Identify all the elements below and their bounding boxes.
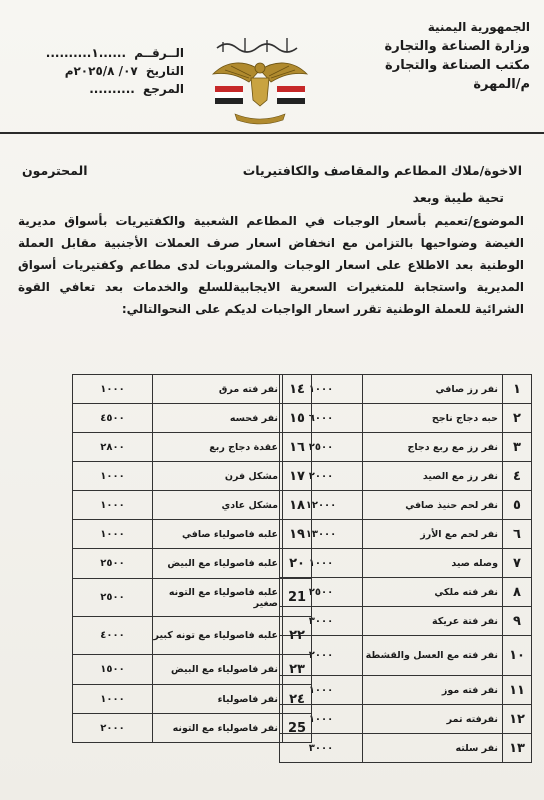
yemen-emblem-logo (205, 30, 315, 130)
item-name: عقدة دجاج ربع (153, 433, 283, 462)
item-number: ٦ (503, 520, 532, 549)
table-row (280, 578, 532, 607)
date-label: التاريخ (145, 64, 184, 78)
table-row (280, 404, 532, 433)
table-row (73, 404, 312, 433)
reference-number-row (18, 44, 188, 62)
reference-number-label: الــرقــم (134, 46, 184, 60)
table-row (280, 491, 532, 520)
item-name: علبه فاصولياء صافي (153, 520, 283, 549)
item-number: ٢٣ (283, 655, 312, 685)
item-number: 21 (283, 579, 312, 617)
item-price: ٣٠٠٠ (280, 734, 363, 763)
reference-row (18, 80, 188, 98)
item-number: ٢٢ (283, 617, 312, 655)
reference-label: المرجع (143, 82, 184, 96)
item-name: نفر لحم حنيذ صافي (363, 491, 503, 520)
item-number: ١٥ (283, 404, 312, 433)
table-row (280, 705, 532, 734)
greeting: تحية طيبة وبعد (412, 190, 504, 205)
price-table-left (72, 374, 312, 743)
item-number: ١٦ (283, 433, 312, 462)
item-price: ٢٥٠٠ (280, 578, 363, 607)
item-price: ٢٠٠٠ (280, 636, 363, 676)
table-row (73, 462, 312, 491)
table-row (73, 375, 312, 404)
table-row (280, 636, 532, 676)
item-price: ١٠٠٠ (280, 676, 363, 705)
table-row (280, 520, 532, 549)
reference-value: .......... (89, 82, 135, 96)
item-name: نفر فته ملكي (363, 578, 503, 607)
item-price: ١٠٠٠ (73, 520, 153, 549)
item-price: ٢٠٠٠ (280, 462, 363, 491)
table-row (280, 607, 532, 636)
item-number: ١٤ (283, 375, 312, 404)
item-name: نفر رز مع ربع دجاج (363, 433, 503, 462)
table-row (280, 375, 532, 404)
table-row (73, 617, 312, 655)
item-name: علبه فاصولياء مع تونه كبير (153, 617, 283, 655)
item-number: ٢٠ (283, 549, 312, 579)
item-name: نفر فحسه (153, 404, 283, 433)
item-name: وصله صيد (363, 549, 503, 578)
item-price: ١٠٠٠ (73, 491, 153, 520)
item-price: ١٢٠٠٠ (280, 491, 363, 520)
item-price: ١٣٠٠٠ (280, 520, 363, 549)
item-name: نفر فاصولياء مع البيض (153, 655, 283, 685)
item-name: نفرفته تمر (363, 705, 503, 734)
item-number: ١ (503, 375, 532, 404)
item-price: ٤٥٠٠ (73, 404, 153, 433)
item-price: ١٠٠٠ (280, 375, 363, 404)
addressee: الاخوة/ملاك المطاعم والمقاصف والكافتيريات (242, 163, 522, 178)
item-name: نفر فته موز (363, 676, 503, 705)
item-number: ٨ (503, 578, 532, 607)
item-price: ٦٠٠٠ (280, 404, 363, 433)
table-row (280, 676, 532, 705)
table-row (73, 579, 312, 617)
table-row (280, 549, 532, 578)
item-number: ١١ (503, 676, 532, 705)
letterhead-right (380, 18, 530, 94)
item-price: ٤٠٠٠ (73, 617, 153, 655)
table-row (280, 462, 532, 491)
table-row (280, 433, 532, 462)
item-number: ١٨ (283, 491, 312, 520)
item-number: ٩ (503, 607, 532, 636)
item-number: ٥ (503, 491, 532, 520)
price-table-right (279, 374, 532, 763)
item-name: نفر لحم مع الأرز (363, 520, 503, 549)
item-number: ١٣ (503, 734, 532, 763)
item-name: مشكل فرن (153, 462, 283, 491)
item-price: ١٠٠٠ (280, 549, 363, 578)
item-name: نفر رز صافي (363, 375, 503, 404)
item-number: ١٩ (283, 520, 312, 549)
respected-label: المحترمون (22, 163, 88, 178)
item-name: نفر رز مع الصيد (363, 462, 503, 491)
item-number: ٤ (503, 462, 532, 491)
item-number: ٢ (503, 404, 532, 433)
item-price: ١٠٠٠ (73, 462, 153, 491)
item-number: ٧ (503, 549, 532, 578)
item-price: ٣٠٠٠ (280, 607, 363, 636)
table-row (73, 655, 312, 685)
header-divider (0, 132, 544, 134)
letterhead-left (18, 44, 188, 98)
item-name: نفر فتة عريكة (363, 607, 503, 636)
item-price: ٢٥٠٠ (73, 579, 153, 617)
item-price: ٢٥٠٠ (73, 549, 153, 579)
office-name: مكتب الصناعة والتجارة (385, 58, 530, 73)
item-name: نفر فاصولياء مع التونه (153, 714, 283, 743)
reference-number-value: ......١.......... (45, 46, 127, 60)
item-name: نفر سلته (363, 734, 503, 763)
item-price: ١٠٠٠ (73, 685, 153, 714)
addressee-line (22, 163, 522, 183)
table-row (73, 549, 312, 579)
item-name: علبه فاصولياء مع التونه صغير (153, 579, 283, 617)
item-price: ١٥٠٠ (73, 655, 153, 685)
item-price: ١٠٠٠ (73, 375, 153, 404)
item-name: حبه دجاج ناجح (363, 404, 503, 433)
item-number: 25 (283, 714, 312, 743)
table-row (73, 520, 312, 549)
item-price: ٢٥٠٠ (280, 433, 363, 462)
ministry-name: وزارة الصناعة والتجارة (384, 39, 530, 54)
table-row (73, 714, 312, 743)
table-row (73, 685, 312, 714)
item-number: ١٠ (503, 636, 532, 676)
item-name: علبه فاصولياء مع البيض (153, 549, 283, 579)
item-name: مشكل عادي (153, 491, 283, 520)
letter-body: الموضوع/تعميم بأسعار الوجبات في المطاعم الشعبية والكفتيريات بأسواق مديرية الغيضة وضواحيها بالتزامن مع انخفاض اسعار صرف العملات الأجنبية مقابل العملة الوطنية بعد الاطلاع على اسعار الوجبات والمشروبات لدى مطاعم وكفتيريات أسواق المديرية واستجابة للمتغيرات السعرية الايجابيةللسلع والخدمات بعد تعافي القوة الشرائية للعملة الوطنية تقرر اسعار الواجبات لديكم على النحوالتالي: (18, 214, 524, 316)
date-row (18, 62, 188, 80)
republic-name: الجمهورية اليمنية (427, 20, 530, 34)
table-row (73, 433, 312, 462)
item-name: نفر فته مرق (153, 375, 283, 404)
item-price: ٢٠٠٠ (73, 714, 153, 743)
item-number: ٢٤ (283, 685, 312, 714)
item-price: ١٠٠٠ (280, 705, 363, 734)
item-name: نفر فاصولياء (153, 685, 283, 714)
item-name: نفر فته مع العسل والقشطة (363, 636, 503, 676)
item-number: ١٧ (283, 462, 312, 491)
date-value: ٠٧/ ٢٠٢٥/٨م (64, 64, 138, 78)
item-number: ١٢ (503, 705, 532, 734)
item-number: ٣ (503, 433, 532, 462)
table-row (73, 491, 312, 520)
item-price: ٢٨٠٠ (73, 433, 153, 462)
governorate-name: م/المهرة (473, 77, 530, 92)
table-row (280, 734, 532, 763)
